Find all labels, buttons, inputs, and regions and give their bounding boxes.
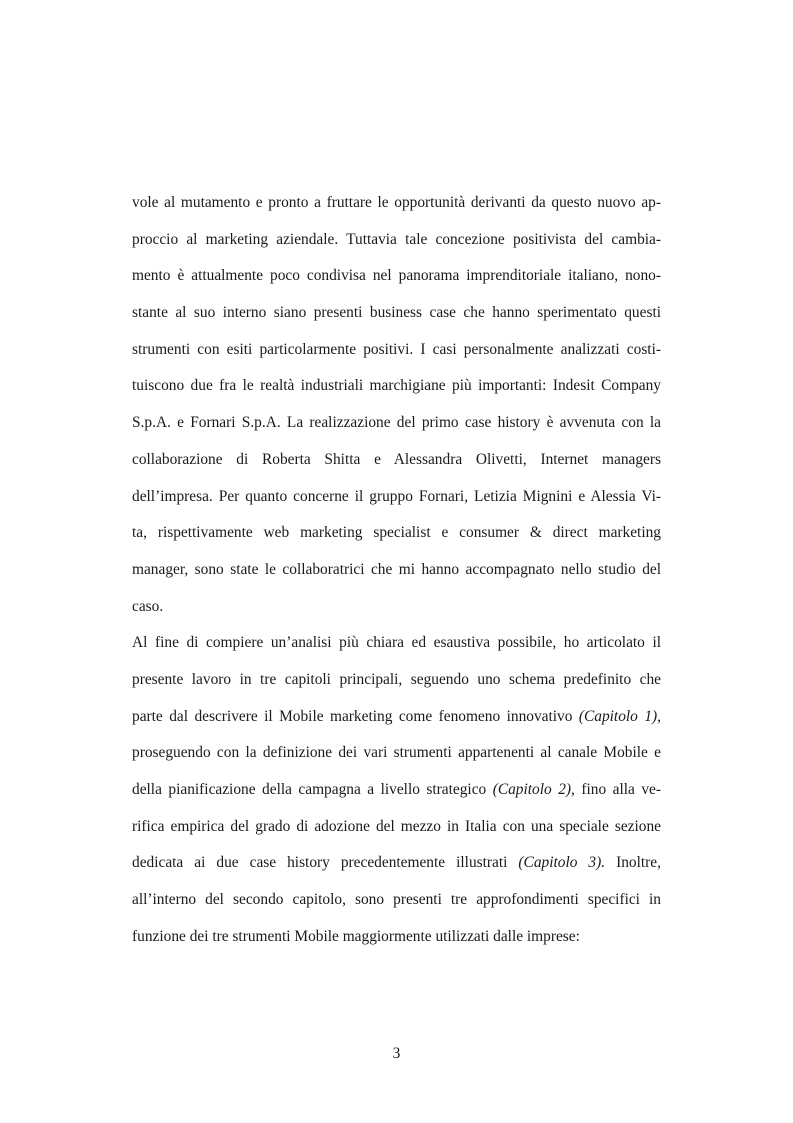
paragraph <box>132 625 661 955</box>
text-segment: della pianificazione della campagna a livello strategico <box>132 781 493 798</box>
text-line <box>132 479 661 516</box>
text-segment: funzione dei tre strumenti Mobile maggiormente utilizzati dalle imprese: <box>132 927 580 945</box>
page-number: 3 <box>392 1045 401 1062</box>
text-line <box>132 772 661 809</box>
text-line <box>132 735 661 772</box>
chapter-reference: (Capitolo 3). <box>518 854 606 872</box>
text-line <box>132 845 661 882</box>
text-segment: Al fine di compiere un’analisi più chiara ed esaustiva possibile, ho articolato il <box>132 634 661 652</box>
text-segment: rifica empirica del grado di adozione del mezzo in Italia con una speciale sezione <box>132 817 661 835</box>
text-segment: Inoltre, <box>605 854 661 872</box>
text-line <box>132 442 661 479</box>
text-line <box>132 222 661 259</box>
text-line <box>132 882 661 919</box>
text-line <box>132 919 661 956</box>
page-body <box>132 185 661 955</box>
text-segment: dell’impresa. Per quanto concerne il gruppo Fornari, Letizia Mignini e Alessia Vi- <box>132 487 661 505</box>
text-segment: manager, sono state le collaboratrici che mi hanno accompagnato nello studio del <box>132 560 661 578</box>
text-line <box>132 405 661 442</box>
text-line <box>132 552 661 589</box>
text-line <box>132 332 661 369</box>
text-segment: proseguendo con la definizione dei vari strumenti appartenenti al canale Mobile e <box>132 744 661 762</box>
text-segment: , fino alla ve- <box>571 781 661 798</box>
paragraph <box>132 185 661 625</box>
text-segment: dedicata ai due case history precedentemente illustrati <box>132 854 519 872</box>
text-segment: S.p.A. e Fornari S.p.A. La realizzazione del primo case history è avvenuta con la <box>132 414 661 432</box>
text-segment: caso. <box>132 597 164 615</box>
text-segment: strumenti con esiti particolarmente positivi. I casi personalmente analizzati costi- <box>132 340 661 358</box>
text-segment: vole al mutamento e pronto a fruttare le opportunità derivanti da questo nuovo ap- <box>132 194 661 211</box>
text-segment: stante al suo interno siano presenti business case che hanno sperimentato questi <box>132 304 661 322</box>
text-line <box>132 368 661 405</box>
text-line <box>132 589 661 626</box>
text-segment: collaborazione di Roberta Shitta e Alessandra Olivetti, Internet managers <box>132 450 661 468</box>
text-line <box>132 295 661 332</box>
text-segment: , <box>657 707 661 725</box>
text-line <box>132 809 661 846</box>
text-line <box>132 662 661 699</box>
text-segment: proccio al marketing aziendale. Tuttavia tale concezione positivista del cambia- <box>132 230 661 248</box>
text-line <box>132 185 661 222</box>
text-segment: ta, rispettivamente web marketing specialist e consumer & direct marketing <box>132 524 661 542</box>
chapter-reference: (Capitolo 2) <box>492 781 572 798</box>
text-segment: presente lavoro in tre capitoli principali, seguendo uno schema predefinito che <box>132 670 661 688</box>
text-line <box>132 699 661 736</box>
text-segment: parte dal descrivere il Mobile marketing come fenomeno innovativo <box>132 707 579 725</box>
text-segment: mento è attualmente poco condivisa nel panorama imprenditoriale italiano, nono- <box>132 267 661 285</box>
chapter-reference: (Capitolo 1) <box>578 707 658 725</box>
text-segment: all’interno del secondo capitolo, sono presenti tre approfondimenti specifici in <box>132 891 661 909</box>
text-line <box>132 625 661 662</box>
text-segment: tuiscono due fra le realtà industriali marchigiane più importanti: Indesit Company <box>132 377 661 395</box>
text-line <box>132 515 661 552</box>
text-line <box>132 258 661 295</box>
